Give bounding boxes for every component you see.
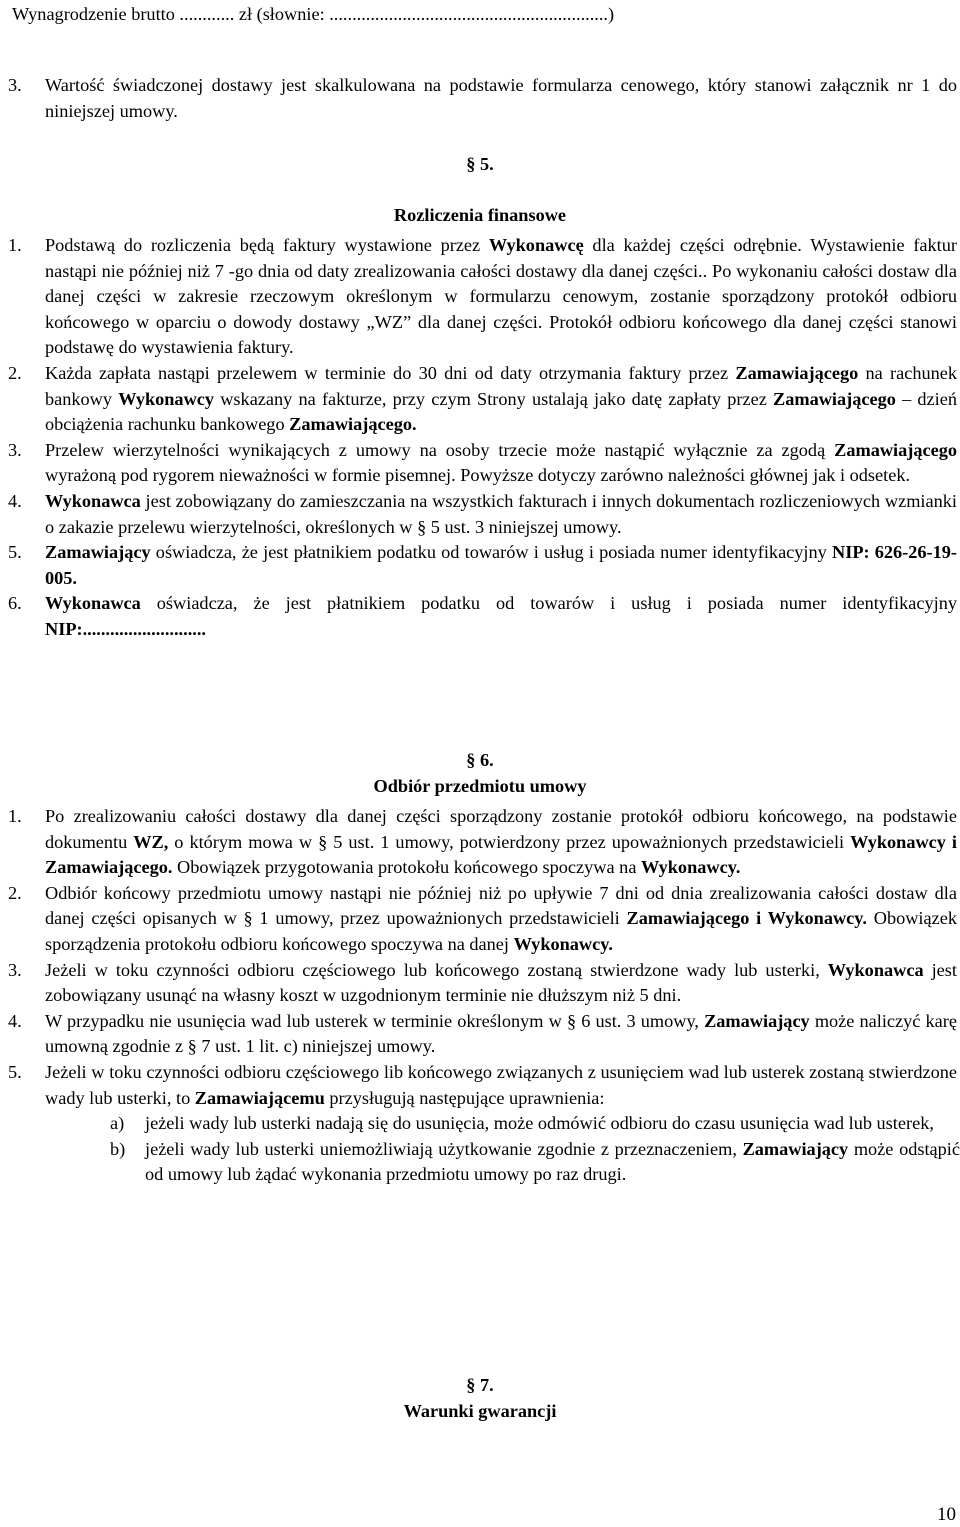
list-item <box>0 804 960 881</box>
item-text: o którym mowa w § 5 ust. 1 umowy, potwierdzony przez upoważnionych przedstawicieli <box>168 831 851 852</box>
item-text: Jeżeli w toku czynności odbioru częściowego lib końcowego związanych z usunięciem wad lub usterek zostaną stwierdzone wady lub usterki, to <box>45 1061 957 1108</box>
item-number: 4. <box>8 490 22 511</box>
nip-number: NIP: 626-26-19-005. <box>45 542 958 588</box>
item-number: 2. <box>8 882 22 903</box>
party-name: Zamawiającego <box>834 439 957 460</box>
sub-item-text: jeżeli wady lub usterki uniemożliwiają użytkowanie zgodnie z przeznaczeniem, <box>145 1138 743 1159</box>
item-text: wskazany na fakturze, przy czym Strony ustalają jako datę zapłaty przez <box>214 388 774 409</box>
item-text: Odbiór końcowy przedmiotu umowy nastąpi nie później niż po upływie 7 dni od dnia zrealizowania całości dostaw dla danej części opisanych w § 1 umowy, przez upoważnionych przedstawicieli <box>45 882 957 929</box>
section-6-list <box>0 804 960 1188</box>
item-number: 3. <box>8 959 22 980</box>
party-name: Wykonawca <box>45 593 141 614</box>
page-number: 10 <box>937 1504 956 1525</box>
item-number: 5. <box>8 1061 22 1082</box>
party-name: Wykonawca <box>827 959 924 980</box>
list-item <box>0 233 960 361</box>
item-number: 3. <box>8 439 22 460</box>
item-text: Wartość świadczonej dostawy jest skalkulowana na podstawie formularza cenowego, który stanowi załącznik nr 1 do niniejszej umowy. <box>45 75 957 121</box>
item-text: jest zobowiązany do zamieszczania na wszystkich fakturach i innych dokumentach rozliczeniowych wzmianki o zakazie przelewu wierzytelności, określonych w § 5 ust. 3 niniejszej umowy. <box>45 490 957 537</box>
item-text: Obowiązek sporządzenia protokołu odbioru końcowego spoczywa na danej <box>45 908 957 954</box>
list-item <box>0 540 960 591</box>
sub-item <box>0 1137 960 1188</box>
item-number: 4. <box>8 1010 22 1031</box>
section-5-number: § 5. <box>466 154 494 174</box>
party-name: Wykonawcy i Zamawiającego. <box>45 831 958 878</box>
document-name: WZ, <box>133 831 169 852</box>
party-name: Zamawiającego. <box>289 414 417 435</box>
item-text: dla każdej części odrębnie. Wystawienie faktur nastąpi nie później niż 7 -go dnia od daty zrealizowania całości dostawy dla danej części.. Po wykonaniu całości dostaw dla danej części w zakresie rzeczowym określonym w formularzu cenowym, zostanie sporządzony protokół odbioru końcowego w oparciu o dowody dostawy „WZ” dla danej części. Protokół odbioru końcowego dla danej części stanowi podstawę do wystawienia faktury. <box>45 235 957 358</box>
item-text: Każda zapłata nastąpi przelewem w terminie do 30 dni od daty otrzymania faktury przez <box>45 362 736 383</box>
list-item <box>0 73 960 124</box>
list-item <box>0 958 960 1009</box>
party-name: Wykonawcy <box>118 388 215 409</box>
item-text: Po zrealizowaniu całości dostawy dla danej części sporządzony zostanie protokół odbioru końcowego, na podstawie dokumentu <box>45 806 957 852</box>
list-item <box>0 361 960 438</box>
party-name: Zamawiającego <box>735 362 859 383</box>
item-number: 6. <box>8 593 22 614</box>
party-name: Zamawiający <box>704 1010 810 1031</box>
party-name: Wykonawcy. <box>513 933 613 954</box>
sub-item-text: jeżeli wady lub usterki nadają się do usunięcia, może odmówić odbioru do czasu usunięcia wad lub usterek, <box>145 1113 934 1134</box>
item-text: Przelew wierzytelności wynikających z umowy na osoby trzecie może nastąpić wyłącznie za zgodą <box>45 439 835 460</box>
item-text: przysługują następujące uprawnienia: <box>324 1087 605 1108</box>
list-item <box>0 881 960 958</box>
item-text: Podstawą do rozliczenia będą faktury wystawione przez <box>45 235 489 255</box>
item-text: Jeżeli w toku czynności odbioru częściowego lub końcowego zostaną stwierdzone wady lub usterki, <box>45 959 828 980</box>
sub-item <box>0 1111 960 1137</box>
section-5-title: Rozliczenia finansowe <box>393 205 567 225</box>
section-7-title: Warunki gwarancji <box>403 1401 557 1421</box>
item-text: W przypadku nie usunięcia wad lub usterek w terminie określonym w § 6 ust. 3 umowy, <box>45 1010 705 1031</box>
item-text: Obowiązek przygotowania protokołu końcowego spoczywa na <box>172 857 642 878</box>
section-7-number: § 7. <box>466 1375 494 1395</box>
party-name: Wykonawcy. <box>641 857 741 878</box>
sub-item-letter: a) <box>110 1113 125 1134</box>
party-name: Zamawiający <box>45 542 151 563</box>
item-number: 1. <box>8 235 22 255</box>
item-number: 2. <box>8 362 22 383</box>
item-number: 3. <box>8 75 22 95</box>
sub-item-text: może odstąpić od umowy lub żądać wykonania przedmiotu umowy po raz drugi. <box>145 1138 960 1185</box>
item-text: oświadcza, że jest płatnikiem podatku od towarów i usług i posiada numer identyfikacyjny <box>140 593 957 614</box>
list-item <box>0 591 960 642</box>
item-text: jest zobowiązany usunąć na własny koszt w uzgodnionym terminie nie dłuższym niż 5 dni. <box>45 959 957 1006</box>
section-4-continuation <box>0 73 960 124</box>
section-6-title: Odbiór przedmiotu umowy <box>373 776 587 796</box>
item-text: – dzień obciążenia rachunku bankowego <box>45 388 957 435</box>
item-text: wyrażoną pod rygorem nieważności w formie pisemnej. Powyższe dotyczy zarówno należności głównej jak i odsetek. <box>45 465 911 486</box>
list-item <box>0 489 960 540</box>
item-text: może naliczyć karę umowną zgodnie z § 7 ust. 1 lit. c) niniejszej umowy. <box>45 1010 957 1057</box>
item-text: oświadcza, że jest płatnikiem podatku od towarów i usług i posiada numer identyfikacyjny <box>150 542 832 563</box>
party-name: Wykonawcę <box>488 235 584 255</box>
item-number: 1. <box>8 806 22 826</box>
list-item <box>0 1060 960 1111</box>
party-name: Zamawiającego i Wykonawcy. <box>626 908 867 929</box>
gross-remuneration-line: Wynagrodzenie brutto ............ zł (słownie: .............................................................) <box>12 4 615 24</box>
sub-item-letter: b) <box>110 1138 126 1159</box>
list-item <box>0 438 960 489</box>
party-name: Zamawiającemu <box>194 1087 325 1108</box>
item-number: 5. <box>8 542 22 563</box>
item-text: na rachunek bankowy <box>45 362 958 409</box>
party-name: Zamawiającego <box>773 388 896 409</box>
list-item <box>0 1009 960 1060</box>
section-6-number: § 6. <box>466 750 494 770</box>
party-name: Zamawiający <box>742 1138 849 1159</box>
party-name: Wykonawca <box>45 490 141 511</box>
section-5-list <box>0 233 960 643</box>
nip-number: NIP:........................... <box>45 618 206 639</box>
